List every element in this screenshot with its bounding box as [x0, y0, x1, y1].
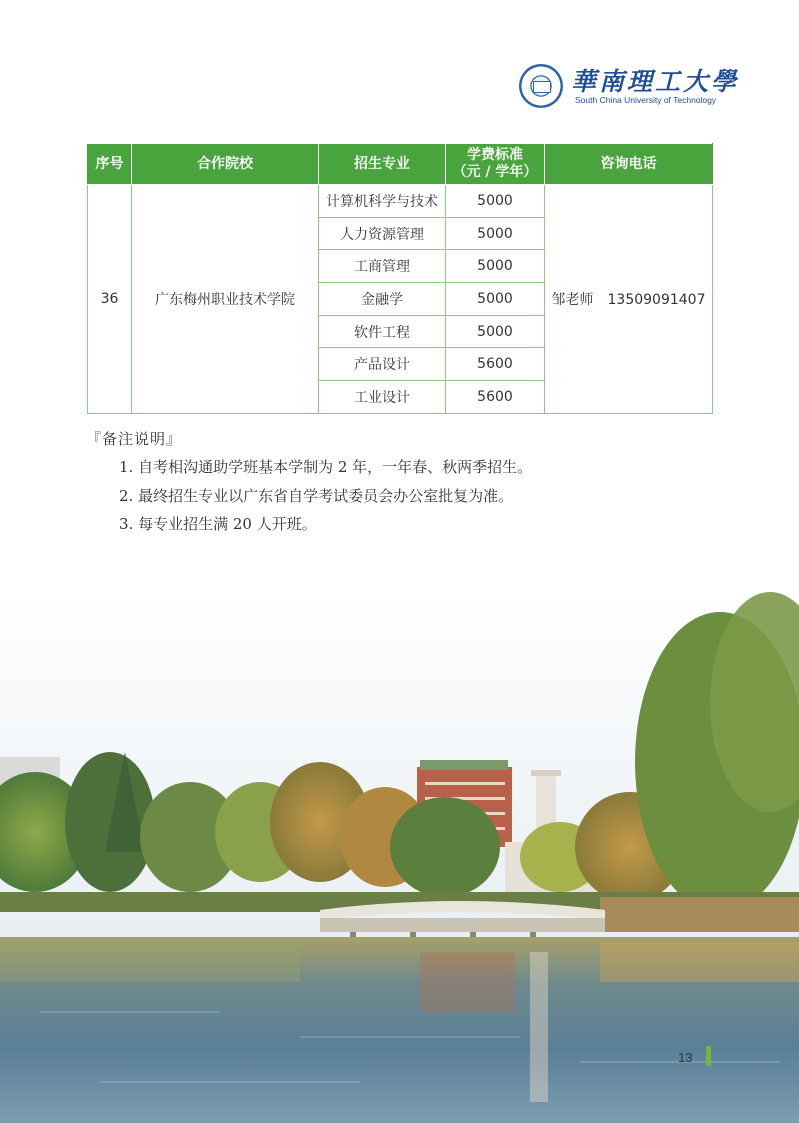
table-row [88, 185, 713, 218]
page-number-bar [706, 1046, 711, 1066]
cell-fee: 5000 [446, 250, 545, 283]
table-header-row [88, 144, 713, 185]
header-fee-line2: （元 / 学年） [452, 164, 538, 180]
cell-fee: 5000 [446, 217, 545, 250]
note-item: 1. 自考相沟通助学班基本学制为 2 年，一年春、秋两季招生。 [119, 458, 533, 476]
page-number: 13 [678, 1050, 693, 1065]
notes-title: 『备注说明』 [86, 430, 183, 448]
university-seal-icon [519, 64, 563, 108]
header-fee-line1: 学费标准 [467, 147, 523, 163]
cell-major: 人力资源管理 [319, 217, 446, 250]
university-name-en: South China University of Technology [575, 95, 717, 105]
university-logo [519, 62, 740, 112]
cell-school: 广东梅州职业技术学院 [132, 185, 319, 414]
cell-fee: 5600 [446, 381, 545, 414]
cell-fee: 5000 [446, 315, 545, 348]
cell-major: 金融学 [319, 283, 446, 316]
cell-major: 软件工程 [319, 315, 446, 348]
cell-major: 计算机科学与技术 [319, 185, 446, 218]
header-phone: 咨询电话 [545, 144, 713, 185]
note-item: 2. 最终招生专业以广东省自学考试委员会办公室批复为准。 [119, 486, 514, 505]
header-school: 合作院校 [132, 144, 319, 185]
header-index: 序号 [88, 144, 132, 185]
enrollment-table [87, 143, 713, 414]
cell-major: 产品设计 [319, 348, 446, 381]
cell-index: 36 [88, 185, 132, 414]
header-major: 招生专业 [319, 144, 446, 185]
notes-list [119, 456, 532, 542]
cell-major: 工业设计 [319, 381, 446, 414]
university-name-cn: 華南理工大學 [571, 67, 740, 96]
campus-lake-photo [0, 592, 799, 1123]
header-fee [446, 144, 545, 185]
cell-fee: 5000 [446, 185, 545, 218]
cell-contact: 邹老师 13509091407 [545, 185, 713, 414]
note-item: 3. 每专业招生满 20 人开班。 [119, 515, 317, 533]
cell-major: 工商管理 [319, 250, 446, 283]
cell-fee: 5600 [446, 348, 545, 381]
cell-fee: 5000 [446, 283, 545, 316]
